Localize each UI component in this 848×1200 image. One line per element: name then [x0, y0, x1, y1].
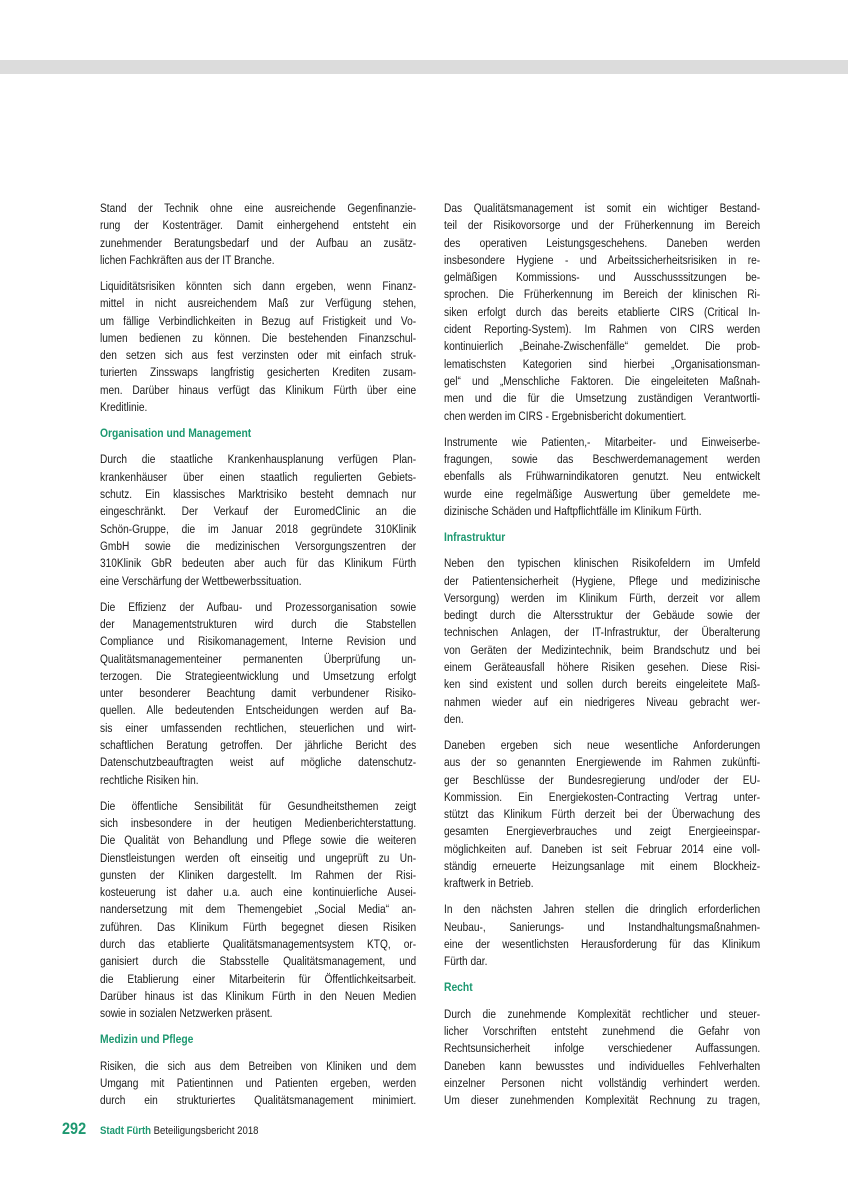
text-line: gel“ und „Menschliche Faktoren. Die eingeleiteten Maßnah- — [444, 373, 761, 388]
text-line: sis einer umfassenden rechtlichen, steuerlichen und wirt- — [100, 720, 417, 735]
text-line: aus der so genannten Energiewende im Rahmen zukünfti- — [444, 755, 761, 770]
text-line: gelmäßigen Kommissions- und Ausschusssitzungen be- — [444, 270, 761, 285]
text-line: ständig erneuerte Heizungsanlage mit einem Blockheiz- — [444, 859, 761, 874]
text-line: Durch die zunehmende Komplexität rechtlicher und steuer- — [444, 1006, 761, 1021]
text-line: Darüber hinaus ist das Klinikum Fürth in den Neuen Medien — [100, 988, 417, 1003]
text-line: quellen. Alle bedeutenden Entscheidungen werden auf Ba- — [100, 703, 417, 718]
text-line: In den nächsten Jahren stellen die dringlich erforderlichen — [444, 902, 761, 917]
text-line: chen werden im CIRS - Ergebnisbericht dokumentiert. — [444, 408, 687, 423]
text-line: zuführen. Das Klinikum Fürth begegnet diesen Risiken — [100, 919, 417, 934]
text-line: möglichkeiten auf. Daneben ist seit Februar 2014 eine voll- — [444, 841, 761, 856]
text-line: kraftwerk in Betrieb. — [444, 876, 534, 891]
text-line: Stand der Technik ohne eine ausreichende Gegenfinanzie- — [100, 201, 417, 215]
text-line: ebenfalls als Frühwarnindikatoren genutzt. Neu entwickelt — [444, 469, 761, 484]
text-line: ken sind existent und sollen durch bereits eingeleitete Maß- — [444, 677, 761, 692]
text-line: Das Qualitätsmanagement ist somit ein wichtiger Bestand- — [444, 201, 761, 215]
text-line: siken erfolgt durch das bereits etablierte CIRS (Critical In- — [444, 304, 761, 319]
section-heading: Organisation und Management — [100, 426, 252, 441]
paragraph — [444, 434, 760, 520]
paragraph — [444, 555, 760, 728]
text-line: durch ein strukturiertes Qualitätsmanagement minimiert. — [100, 1093, 417, 1108]
paragraph — [100, 451, 416, 589]
text-line: Kommission. Ein Energiekosten-Contracting Vertrag unter- — [444, 789, 761, 804]
text-line: GmbH sowie die medizinischen Versorgungszentren der — [100, 538, 417, 553]
text-line: kontinuierlich „Beinahe-Zwischenfälle“ gemeldet. Die prob- — [444, 339, 761, 354]
text-column-right — [444, 200, 760, 1118]
text-line: nahmen wieder auf ein niedrigeres Niveau gebracht wer- — [444, 694, 761, 709]
text-line: Qualitätsmanagementeiner permanenten Überprüfung un- — [100, 651, 417, 666]
text-line: Durch die staatliche Krankenhausplanung verfügen Plan- — [100, 452, 417, 467]
text-line: sowie in sozialen Netzwerken präsent. — [100, 1006, 273, 1021]
text-line: 310Klinik GbR bedeuten aber auch für das Klinikum Fürth — [100, 556, 417, 571]
section-heading: Recht — [444, 980, 473, 995]
text-line: die Etablierung einer Mitarbeiterin für Öffentlichkeitsarbeit. — [100, 971, 417, 986]
text-line: ganisiert durch die Stabsstelle Qualitätsmanagement, und — [100, 954, 417, 969]
text-line: rechtliche Risiken hin. — [100, 772, 199, 787]
text-line: Datenschutzbeauftragten weist auf mögliche datenschutz- — [100, 755, 417, 770]
text-line: gesamten Energieverbrauches und zeigt Energieeinspar- — [444, 824, 761, 839]
paragraph — [100, 599, 416, 789]
text-line: durch das etablierte Qualitätsmanagementsystem KTQ, or- — [100, 937, 417, 952]
text-line: einzelner Personen nicht vollständig verhindert werden. — [444, 1075, 761, 1090]
text-line: kosteuerung ist daher u.a. auch eine kontinuierliche Ausei- — [100, 885, 417, 900]
paragraph — [444, 901, 760, 970]
text-line: eine der wesentlichsten Herausforderung für das Klinikum — [444, 937, 761, 952]
text-line: fragungen, sowie das Beschwerdemanagement werden — [444, 451, 761, 466]
text-line: des operativen Leistungsgeschehens. Daneben werden — [444, 235, 761, 250]
text-line: um fällige Verbindlichkeiten in Bezug auf Fristigkeit und Vo- — [100, 313, 417, 328]
text-line: nandersetzung mit dem Themengebiet „Social Media“ an- — [100, 902, 417, 917]
text-line: cident Reporting-System). Im Rahmen von CIRS werden — [444, 322, 761, 337]
section-heading: Medizin und Pflege — [100, 1032, 194, 1047]
text-line: von Geräten der Medizintechnik, beim Brandschutz und bei — [444, 642, 761, 657]
text-line: rung der Kostenträger. Damit einhergehend entsteht ein — [100, 218, 417, 233]
text-line: den. — [444, 711, 464, 726]
text-line: stützt das Klinikum Fürth derzeit bei der Überwachung des — [444, 807, 761, 822]
text-line: schaftlichen Beratung getroffen. Der jährliche Bericht des — [100, 738, 417, 752]
text-line: Die Qualität von Behandlung und Pflege sowie die weiteren — [100, 833, 417, 848]
text-line: Daneben kann bewusstes und individuelles Fehlverhalten — [444, 1058, 761, 1073]
text-line: wurde eine regelmäßige Auswertung über gemeldete me- — [444, 486, 761, 501]
page-number: 292 — [62, 1119, 87, 1138]
text-line: lichen Fachkräften aus der IT Branche. — [100, 252, 275, 267]
text-line: mittel in nicht ausreichendem Maß zur Verfügung stehen, — [100, 296, 417, 311]
text-line: sprochen. Die Früherkennung im Bereich der klinischen Ri- — [444, 287, 761, 302]
text-line: licher Vorschriften entsteht zunehmend die Gefahr von — [444, 1024, 761, 1039]
page-footer — [62, 1119, 282, 1139]
text-line: Instrumente wie Patienten,- Mitarbeiter- und Einweiserbe- — [444, 434, 761, 449]
text-line: dizinische Schäden und Haftpflichtfälle im Klinikum Fürth. — [444, 503, 702, 518]
text-line: Umgang mit Patientinnen und Patienten ergeben, werden — [100, 1075, 417, 1090]
paragraph — [100, 200, 416, 269]
text-line: Fürth dar. — [444, 954, 488, 969]
top-bar — [0, 60, 848, 74]
text-line: der Patientensicherheit (Hygiene, Pflege und medizinische — [444, 573, 761, 588]
text-line: den setzen sich aus fest verzinsten oder mit einfach struk- — [100, 348, 417, 363]
paragraph — [100, 278, 416, 416]
text-line: lumen bedienen zu können. Die bestehenden Finanzschul- — [100, 330, 417, 345]
text-line: Rechtsunsicherheit infolge verschiedener Auffassungen. — [444, 1041, 761, 1056]
text-line: Die öffentliche Sensibilität für Gesundheitsthemen zeigt — [100, 798, 417, 813]
text-line: bedingt durch die Altersstruktur der Gebäude sowie der — [444, 608, 761, 623]
text-line: Schön-Gruppe, die im Januar 2018 gegründete 310Klinik — [100, 521, 417, 536]
text-line: schutz. Ein klassisches Marktrisiko besteht demnach nur — [100, 487, 417, 502]
text-line: Daneben ergeben sich neue wesentliche Anforderungen — [444, 738, 761, 752]
text-line: terzogen. Die Strategieentwicklung und Umsetzung erfolgt — [100, 668, 417, 683]
paragraph — [444, 1006, 760, 1110]
footer-brand: Stadt Fürth — [100, 1125, 152, 1137]
text-line: eine Verschärfung der Wettbewerbssituation. — [100, 573, 302, 588]
text-line: men. Darüber hinaus verfügt das Klinikum Fürth über eine — [100, 382, 417, 397]
text-line: gunsten der Kliniken dargestellt. Im Rahmen der Risi- — [100, 867, 417, 882]
paragraph — [100, 798, 416, 1023]
text-line: Compliance und Risikomanagement, Interne Revision und — [100, 634, 417, 649]
text-line: krankenhäuser über einen staatlich regulierten Gebiets- — [100, 469, 417, 484]
text-line: unter besonderer Beachtung damit verbundener Risiko- — [100, 686, 417, 701]
text-line: ger Beschlüsse der Bundesregierung und/oder der EU- — [444, 772, 761, 787]
text-line: Dienstleistungen werden oft einseitig und ungeprüft zu Un- — [100, 850, 417, 865]
text-line: Kreditlinie. — [100, 400, 148, 415]
footer-title: Beteiligungsbericht 2018 — [153, 1125, 259, 1137]
text-line: zunehmender Beratungsbedarf und der Aufbau an zusätz- — [100, 235, 417, 250]
text-line: insbesondere Hygiene - und Arbeitssicherheitsrisiken in re- — [444, 252, 761, 267]
text-column-left — [100, 200, 416, 1118]
paragraph — [100, 1058, 416, 1110]
section-heading: Infrastruktur — [444, 529, 506, 544]
text-line: einem Geräteausfall höhere Risiken gesehen. Diese Risi- — [444, 660, 761, 675]
text-line: teil der Risikovorsorge und der Früherkennung im Bereich — [444, 218, 761, 233]
text-line: Liquiditätsrisiken könnten sich dann ergeben, wenn Finanz- — [100, 278, 417, 293]
paragraph — [444, 737, 760, 893]
text-line: der Managementstrukturen wird durch die Stabstellen — [100, 616, 417, 631]
text-line: sich insbesondere in der heutigen Medienberichterstattung. — [100, 815, 417, 830]
text-line: turierten Zinsswaps langfristig gesicherten Krediten zusam- — [100, 365, 417, 380]
text-line: men und die für die Umsetzung zuständigen Verantwortli- — [444, 391, 761, 406]
text-line: lematischsten Kategorien sind hierbei „Organisationsman- — [444, 356, 761, 371]
paragraph — [444, 200, 760, 425]
text-line: Um dieser zunehmenden Komplexität Rechnung zu tragen, — [444, 1093, 761, 1108]
text-line: eingeschränkt. Der Verkauf der EuromedClinic an die — [100, 504, 417, 519]
text-line: technischen Anlagen, der IT-Infrastruktur, der Überalterung — [444, 625, 761, 640]
text-line: Versorgung) werden im Klinikum Fürth, derzeit vor allem — [444, 590, 761, 605]
text-line: Risiken, die sich aus dem Betreiben von Kliniken und dem — [100, 1058, 417, 1073]
text-line: Neben den typischen klinischen Risikofeldern im Umfeld — [444, 556, 761, 571]
text-line: Neubau-, Sanierungs- und Instandhaltungsmaßnahmen- — [444, 919, 761, 934]
text-line: Die Effizienz der Aufbau- und Prozessorganisation sowie — [100, 599, 417, 614]
